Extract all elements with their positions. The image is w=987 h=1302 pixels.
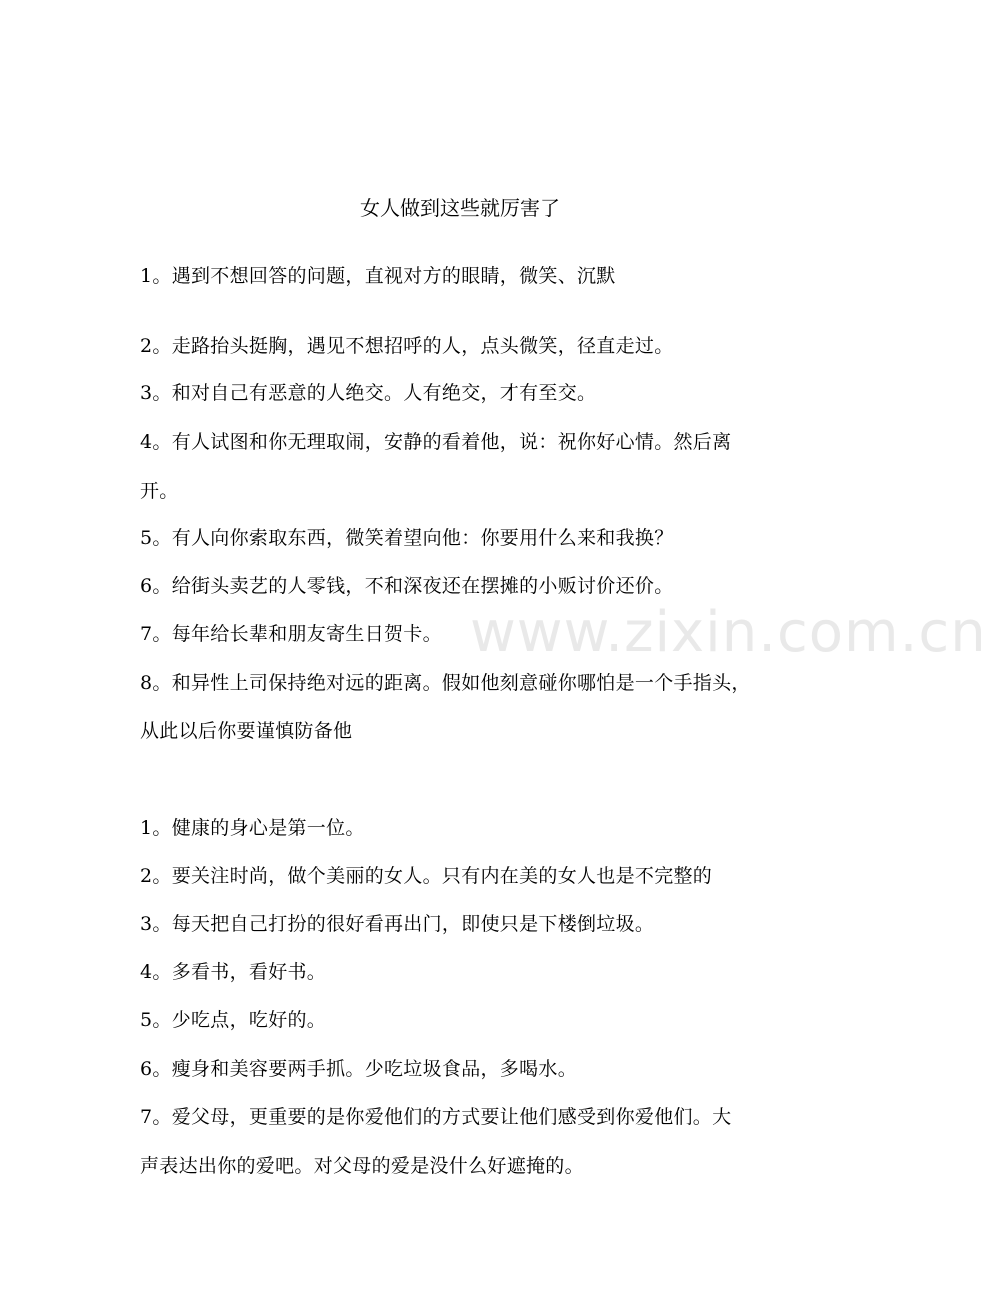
list-item: 7。爱父母，更重要的是你爱他们的方式要让他们感受到你爱他们。大: [140, 1106, 732, 1128]
list-item: 5。少吃点，吃好的。: [140, 1009, 327, 1031]
list-item: 1。健康的身心是第一位。: [140, 817, 365, 839]
list-item: 2。要关注时尚，做个美丽的女人。只有内在美的女人也是不完整的: [140, 865, 713, 887]
list-item: 1。遇到不想回答的问题，直视对方的眼睛，微笑、沉默: [140, 265, 616, 287]
document-title: 女人做到这些就厉害了: [360, 196, 560, 220]
list-item: 3。每天把自己打扮的很好看再出门，即使只是下楼倒垃圾。: [140, 913, 655, 935]
list-item: 6。给街头卖艺的人零钱，不和深夜还在摆摊的小贩讨价还价。: [140, 575, 674, 597]
list-item-continuation: 声表达出你的爱吧。对父母的爱是没什么好遮掩的。: [140, 1155, 584, 1177]
list-item: 3。和对自己有恶意的人绝交。人有绝交，才有至交。: [140, 382, 597, 404]
list-item: 4。多看书，看好书。: [140, 961, 327, 983]
list-item-continuation: 开。: [140, 480, 179, 502]
list-item: 5。有人向你索取东西，微笑着望向他：你要用什么来和我换？: [140, 527, 674, 549]
list-item-continuation: 从此以后你要谨慎防备他: [140, 720, 353, 742]
watermark-text: www.zixin.com.cn: [470, 600, 987, 665]
list-item: 6。瘦身和美容要两手抓。少吃垃圾食品，多喝水。: [140, 1058, 577, 1080]
list-item: 8。和异性上司保持绝对远的距离。假如他刻意碰你哪怕是一个手指头，: [140, 672, 751, 694]
list-item: 7。每年给长辈和朋友寄生日贺卡。: [140, 623, 442, 645]
list-item: 2。走路抬头挺胸，遇见不想招呼的人，点头微笑，径直走过。: [140, 335, 674, 357]
list-item: 4。有人试图和你无理取闹，安静的看着他，说：祝你好心情。然后离: [140, 431, 732, 453]
